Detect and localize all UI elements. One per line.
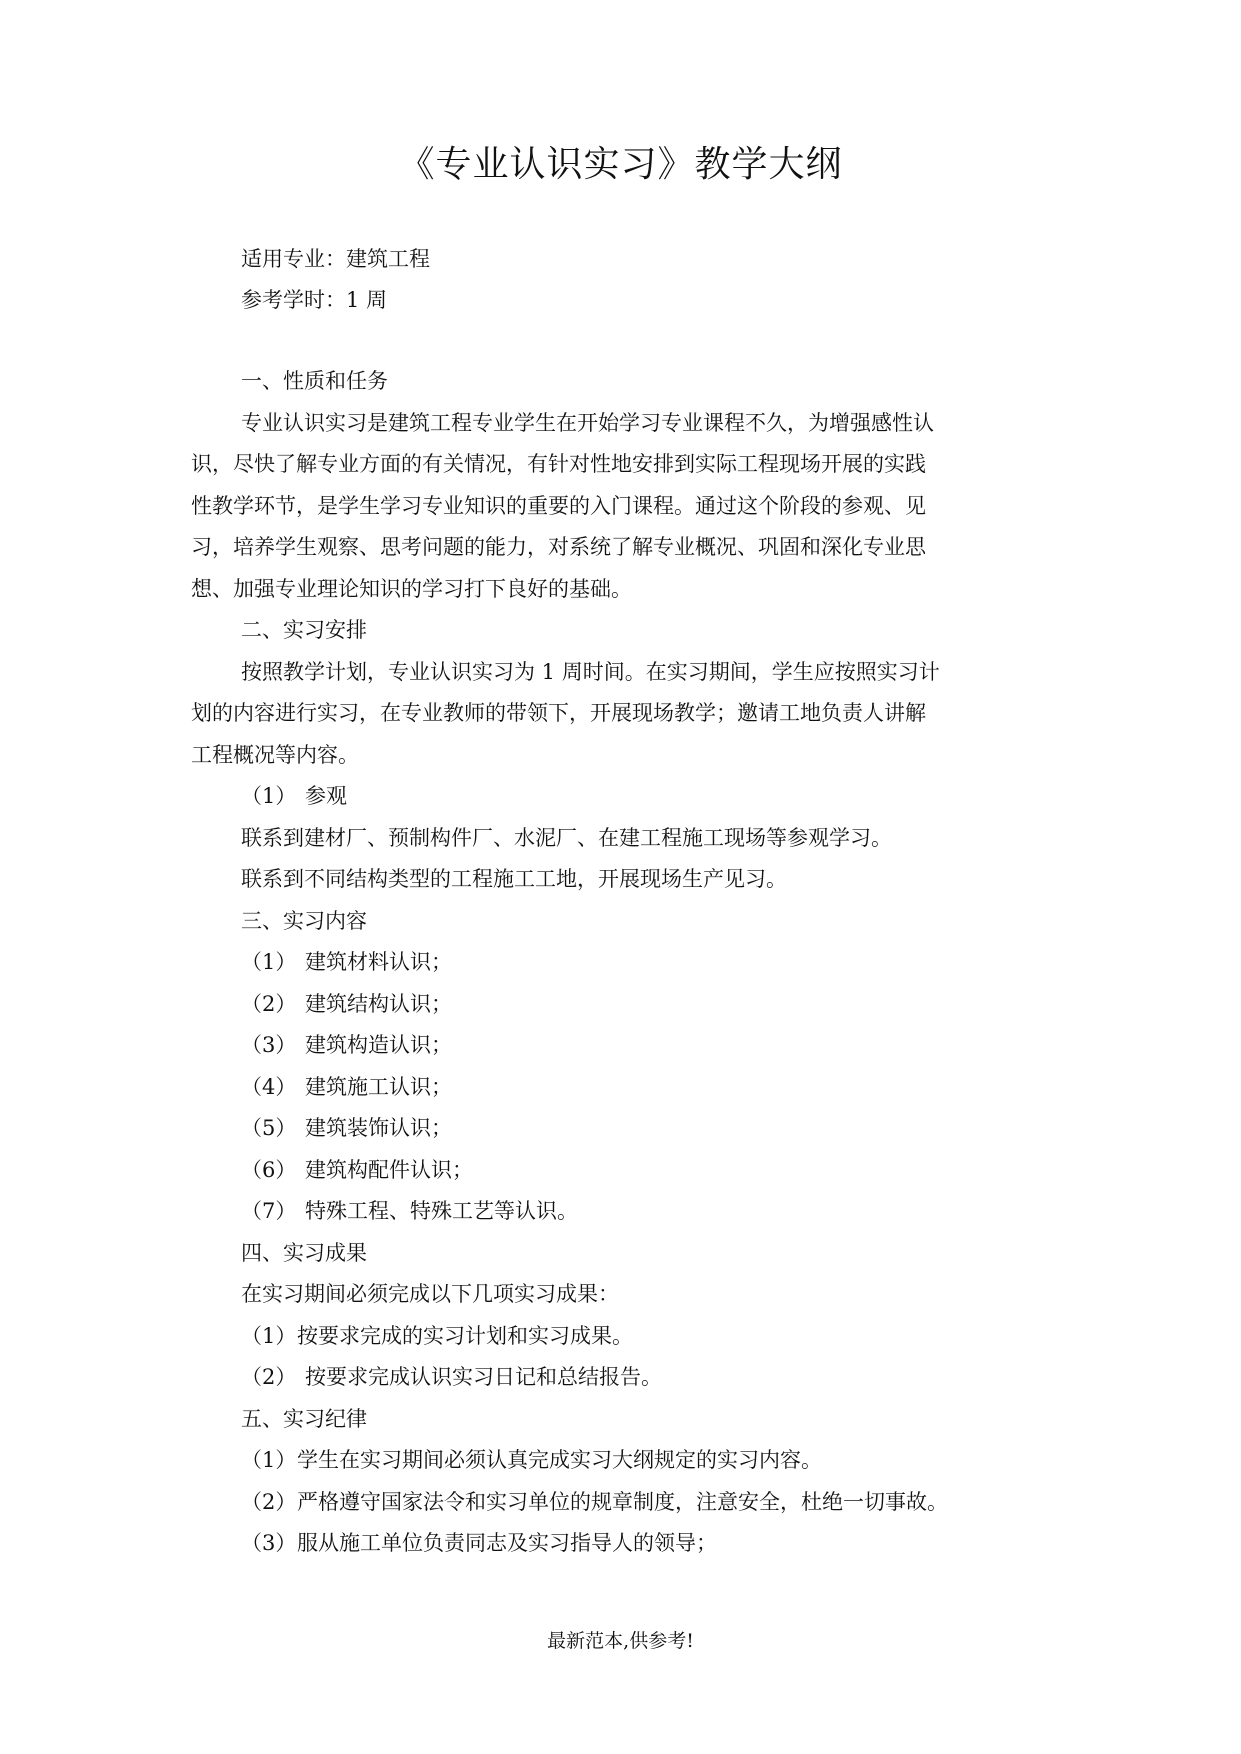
hours-value: 1 周 (346, 288, 388, 312)
paragraph-line: 习，培养学生观察、思考问题的能力，对系统了解专业概况、巩固和深化专业思 (191, 535, 926, 559)
section-heading-nature: 一、性质和任务 (241, 369, 388, 393)
major-value: 建筑工程 (346, 247, 430, 271)
paragraph-line: 识，尽快了解专业方面的有关情况，有针对性地安排到实际工程现场开展的实践 (191, 452, 926, 476)
list-item-text: 建筑构造认识； (305, 1033, 452, 1057)
list-item (191, 1440, 1061, 1482)
section-heading-content: 三、实习内容 (241, 908, 367, 933)
list-item-text: 建筑结构认识； (305, 991, 452, 1016)
list-item (191, 1316, 1061, 1358)
paragraph-line: 联系到建材厂、预制构件厂、水泥厂、在建工程施工现场等参观学习。 (241, 825, 892, 850)
list-item-number: （7） (241, 1199, 297, 1223)
list-item-number: （2） (241, 1365, 297, 1389)
list-item (191, 1191, 1061, 1233)
paragraph-line: 工程概况等内容。 (191, 742, 359, 767)
list-item-text: 按要求完成的实习计划和实习成果。 (297, 1323, 633, 1348)
list-item-number: （1） (241, 1323, 297, 1348)
list-item-number: （5） (241, 1116, 297, 1140)
list-item-text: 学生在实习期间必须认真完成实习大纲规定的实习内容。 (297, 1448, 822, 1472)
paragraph-line: 划的内容进行实习，在专业教师的带领下，开展现场教学；邀请工地负责人讲解 (191, 701, 926, 725)
list-item-text: 参观 (305, 784, 347, 808)
list-item-number: （2） (241, 991, 297, 1016)
list-item-number: （1） (241, 1448, 297, 1472)
list-item (191, 1150, 1061, 1192)
list-item-text: 建筑施工认识； (305, 1074, 452, 1099)
paragraph-line: 专业认识实习是建筑工程专业学生在开始学习专业课程不久，为增强感性认 (241, 410, 934, 435)
list-item-visit (191, 776, 1061, 818)
list-item (191, 1523, 1061, 1565)
list-item-text: 按要求完成认识实习日记和总结报告。 (305, 1365, 662, 1389)
major-key: 适用专业： (241, 247, 346, 271)
list-item-text: 严格遵守国家法令和实习单位的规章制度，注意安全，杜绝一切事故。 (297, 1489, 948, 1514)
paragraph-line: 在实习期间必须完成以下几项实习成果： (241, 1282, 619, 1306)
paragraph-line: 按照教学计划，专业认识实习为 1 周时间。在实习期间，学生应按照实习计 (241, 659, 940, 684)
list-item-text: 建筑构配件认识； (305, 1157, 473, 1182)
list-item (191, 1025, 1061, 1067)
section-heading-results: 四、实习成果 (241, 1240, 367, 1265)
list-item-number: （3） (241, 1033, 297, 1057)
list-item-text: 特殊工程、特殊工艺等认识。 (305, 1199, 578, 1223)
list-item-text: 建筑装饰认识； (305, 1116, 452, 1140)
list-item-number: （2） (241, 1489, 297, 1514)
hours-key: 参考学时： (241, 288, 346, 312)
section-heading-discipline: 五、实习纪律 (241, 1406, 367, 1431)
list-item (191, 984, 1061, 1026)
list-item (191, 1482, 1061, 1524)
list-item (191, 1357, 1061, 1399)
course-meta (241, 239, 1091, 321)
page-title: 《专业认识实习》教学大纲 (398, 144, 843, 185)
section-heading-arrangement: 二、实习安排 (241, 618, 367, 642)
hours-line (241, 280, 1091, 321)
list-item (191, 1108, 1061, 1150)
paragraph-line: 性教学环节，是学生学习专业知识的重要的入门课程。通过这个阶段的参观、见 (191, 493, 926, 518)
list-item-text: 建筑材料认识； (305, 950, 452, 974)
list-item-number: （1） (241, 784, 297, 808)
list-item-text: 服从施工单位负责同志及实习指导人的领导； (297, 1531, 717, 1555)
list-item (191, 1067, 1061, 1109)
page-footer: 最新范本,供参考! (547, 1630, 694, 1652)
list-item (191, 942, 1061, 984)
paragraph-line: 联系到不同结构类型的工程施工工地，开展现场生产见习。 (241, 867, 787, 891)
paragraph-line: 想、加强专业理论知识的学习打下良好的基础。 (191, 576, 632, 601)
list-item-number: （3） (241, 1531, 297, 1555)
list-item-number: （1） (241, 950, 297, 974)
list-item-number: （6） (241, 1157, 297, 1182)
document-body (191, 361, 1061, 1565)
major-line (241, 239, 1091, 280)
list-item-number: （4） (241, 1074, 297, 1099)
